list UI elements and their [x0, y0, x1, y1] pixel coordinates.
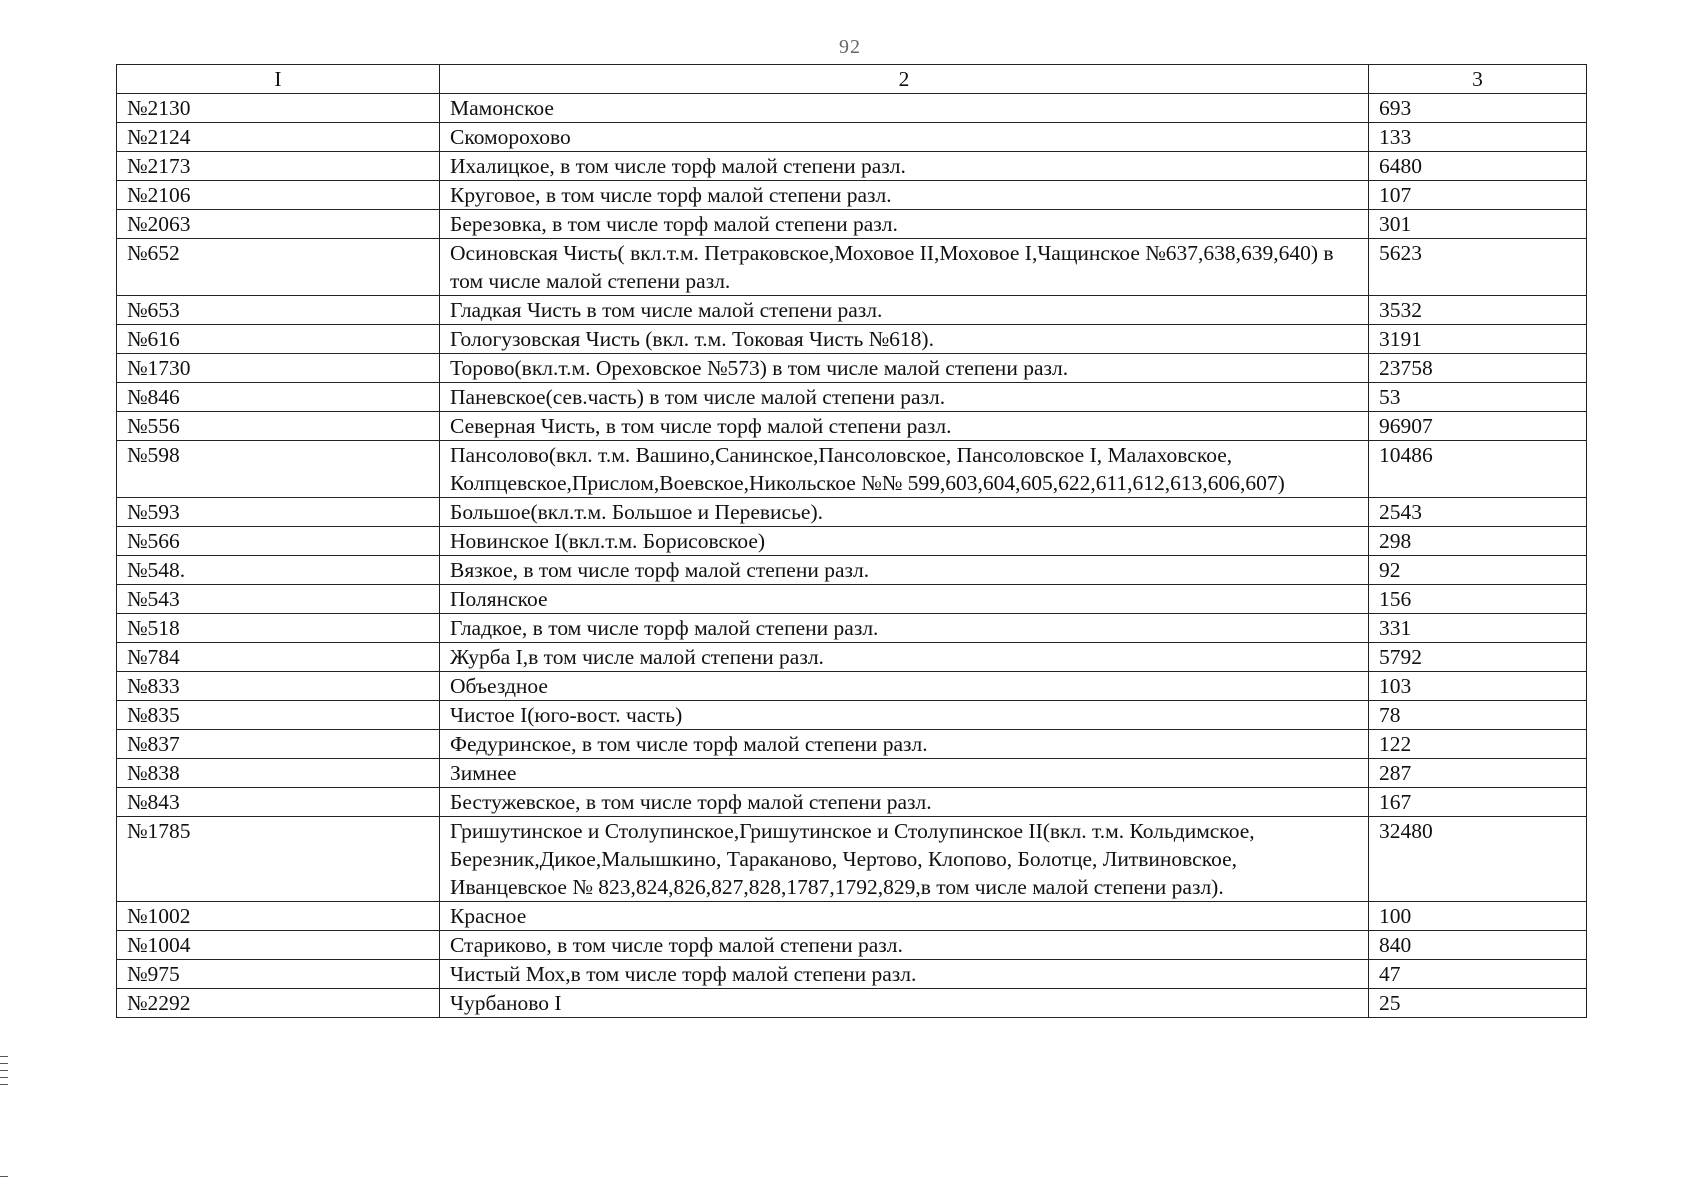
- area-value-cell: 78: [1369, 701, 1587, 730]
- table-row: [117, 672, 1587, 701]
- column-header-3: 3: [1369, 65, 1587, 94]
- table-body: [117, 94, 1587, 1018]
- deposit-number-cell: №2124: [117, 123, 440, 152]
- deposit-number-cell: №652: [117, 239, 440, 296]
- deposit-number-cell: №566: [117, 527, 440, 556]
- deposit-number-cell: №1002: [117, 902, 440, 931]
- table-row: [117, 960, 1587, 989]
- deposit-name-cell: Стариково, в том числе торф малой степени разл.: [440, 931, 1369, 960]
- area-value-cell: 103: [1369, 672, 1587, 701]
- table-row: [117, 788, 1587, 817]
- deposit-number-cell: №784: [117, 643, 440, 672]
- area-value-cell: 5792: [1369, 643, 1587, 672]
- table-row: [117, 759, 1587, 788]
- area-value-cell: 32480: [1369, 817, 1587, 902]
- deposit-name-cell: Вязкое, в том числе торф малой степени разл.: [440, 556, 1369, 585]
- area-value-cell: 2543: [1369, 498, 1587, 527]
- deposit-name-cell: Бестужевское, в том числе торф малой степени разл.: [440, 788, 1369, 817]
- deposit-number-cell: №593: [117, 498, 440, 527]
- table-row: [117, 585, 1587, 614]
- table-row: [117, 701, 1587, 730]
- deposit-name-cell: Круговое, в том числе торф малой степени разл.: [440, 181, 1369, 210]
- deposit-name-cell: Гологузовская Чисть (вкл. т.м. Токовая Чисть №618).: [440, 325, 1369, 354]
- table-row: [117, 730, 1587, 759]
- deposit-number-cell: №833: [117, 672, 440, 701]
- area-value-cell: 6480: [1369, 152, 1587, 181]
- deposit-name-cell: Красное: [440, 902, 1369, 931]
- deposit-number-cell: №2106: [117, 181, 440, 210]
- deposit-name-cell: Гладкая Чисть в том числе малой степени разл.: [440, 296, 1369, 325]
- peat-deposits-table: [116, 64, 1587, 1018]
- area-value-cell: 301: [1369, 210, 1587, 239]
- deposit-number-cell: №543: [117, 585, 440, 614]
- deposit-name-cell: Пансолово(вкл. т.м. Вашино,Санинское,Пансоловское, Пансоловское I, Малаховское, Колпцевское,Прислом,Воевское,Никольское №№ 599,603,604,605,622,611,612,613,606,607): [440, 441, 1369, 498]
- table-row: [117, 556, 1587, 585]
- deposit-name-cell: Северная Чисть, в том числе торф малой степени разл.: [440, 412, 1369, 441]
- table-row: [117, 296, 1587, 325]
- deposit-name-cell: Торово(вкл.т.м. Ореховское №573) в том числе малой степени разл.: [440, 354, 1369, 383]
- table-row: [117, 239, 1587, 296]
- deposit-number-cell: №518: [117, 614, 440, 643]
- deposit-name-cell: Полянское: [440, 585, 1369, 614]
- area-value-cell: 331: [1369, 614, 1587, 643]
- deposit-number-cell: №548.: [117, 556, 440, 585]
- area-value-cell: 3532: [1369, 296, 1587, 325]
- deposit-name-cell: Гладкое, в том числе торф малой степени разл.: [440, 614, 1369, 643]
- table-row: [117, 412, 1587, 441]
- table-row: [117, 527, 1587, 556]
- deposit-name-cell: Ихалицкое, в том числе торф малой степени разл.: [440, 152, 1369, 181]
- area-value-cell: 693: [1369, 94, 1587, 123]
- deposit-name-cell: Чистый Мох,в том числе торф малой степени разл.: [440, 960, 1369, 989]
- deposit-number-cell: №2173: [117, 152, 440, 181]
- area-value-cell: 3191: [1369, 325, 1587, 354]
- area-value-cell: 107: [1369, 181, 1587, 210]
- deposit-number-cell: №835: [117, 701, 440, 730]
- deposit-name-cell: Осиновская Чисть( вкл.т.м. Петраковское,Моховое II,Моховое I,Чащинское №637,638,639,640) в том числе малой степени разл.: [440, 239, 1369, 296]
- table-row: [117, 817, 1587, 902]
- deposit-number-cell: №556: [117, 412, 440, 441]
- deposit-number-cell: №1730: [117, 354, 440, 383]
- deposit-name-cell: Паневское(сев.часть) в том числе малой степени разл.: [440, 383, 1369, 412]
- deposit-name-cell: Чистое I(юго-вост. часть): [440, 701, 1369, 730]
- table-row: [117, 383, 1587, 412]
- deposit-name-cell: Березовка, в том числе торф малой степени разл.: [440, 210, 1369, 239]
- table-row: [117, 441, 1587, 498]
- deposit-name-cell: Большое(вкл.т.м. Большое и Перевисье).: [440, 498, 1369, 527]
- table-row: [117, 931, 1587, 960]
- area-value-cell: 287: [1369, 759, 1587, 788]
- deposit-name-cell: Федуринское, в том числе торф малой степени разл.: [440, 730, 1369, 759]
- deposit-number-cell: №838: [117, 759, 440, 788]
- table-row: [117, 614, 1587, 643]
- scan-margin-dash: [0, 1176, 8, 1177]
- area-value-cell: 23758: [1369, 354, 1587, 383]
- deposit-number-cell: №2130: [117, 94, 440, 123]
- area-value-cell: 47: [1369, 960, 1587, 989]
- column-header-1: I: [117, 65, 440, 94]
- deposit-name-cell: Зимнее: [440, 759, 1369, 788]
- scan-margin-marks: [0, 1056, 10, 1091]
- deposit-name-cell: Объездное: [440, 672, 1369, 701]
- deposit-name-cell: Новинское I(вкл.т.м. Борисовское): [440, 527, 1369, 556]
- area-value-cell: 133: [1369, 123, 1587, 152]
- deposit-number-cell: №2292: [117, 989, 440, 1018]
- deposit-number-cell: №1785: [117, 817, 440, 902]
- table-row: [117, 354, 1587, 383]
- table-row: [117, 94, 1587, 123]
- table-row: [117, 181, 1587, 210]
- deposit-name-cell: Журба I,в том числе малой степени разл.: [440, 643, 1369, 672]
- area-value-cell: 840: [1369, 931, 1587, 960]
- table-row: [117, 643, 1587, 672]
- area-value-cell: 10486: [1369, 441, 1587, 498]
- deposit-number-cell: №975: [117, 960, 440, 989]
- deposit-number-cell: №846: [117, 383, 440, 412]
- area-value-cell: 96907: [1369, 412, 1587, 441]
- deposit-number-cell: №1004: [117, 931, 440, 960]
- area-value-cell: 156: [1369, 585, 1587, 614]
- deposit-number-cell: №598: [117, 441, 440, 498]
- table-row: [117, 902, 1587, 931]
- area-value-cell: 122: [1369, 730, 1587, 759]
- deposit-name-cell: Мамонское: [440, 94, 1369, 123]
- area-value-cell: 25: [1369, 989, 1587, 1018]
- table-row: [117, 210, 1587, 239]
- area-value-cell: 298: [1369, 527, 1587, 556]
- table-header-row: [117, 65, 1587, 94]
- table-row: [117, 123, 1587, 152]
- deposit-number-cell: №843: [117, 788, 440, 817]
- table-row: [117, 152, 1587, 181]
- deposit-number-cell: №837: [117, 730, 440, 759]
- deposit-number-cell: №616: [117, 325, 440, 354]
- table-row: [117, 989, 1587, 1018]
- deposit-number-cell: №653: [117, 296, 440, 325]
- deposit-name-cell: Чурбаново I: [440, 989, 1369, 1018]
- area-value-cell: 100: [1369, 902, 1587, 931]
- deposit-name-cell: Гришутинское и Столупинское,Гришутинское и Столупинское II(вкл. т.м. Кольдимское, Березник,Дикое,Малышкино, Тараканово, Чертово, Клопово, Болотце, Литвиновское, Иванцевское № 823,824,826,827,828,1787,1792,829,в том числе малой степени разл).: [440, 817, 1369, 902]
- area-value-cell: 167: [1369, 788, 1587, 817]
- area-value-cell: 5623: [1369, 239, 1587, 296]
- table-row: [117, 498, 1587, 527]
- table-row: [117, 325, 1587, 354]
- column-header-2: 2: [440, 65, 1369, 94]
- area-value-cell: 53: [1369, 383, 1587, 412]
- area-value-cell: 92: [1369, 556, 1587, 585]
- deposit-number-cell: №2063: [117, 210, 440, 239]
- page-number: 92: [839, 36, 861, 58]
- deposit-name-cell: Скоморохово: [440, 123, 1369, 152]
